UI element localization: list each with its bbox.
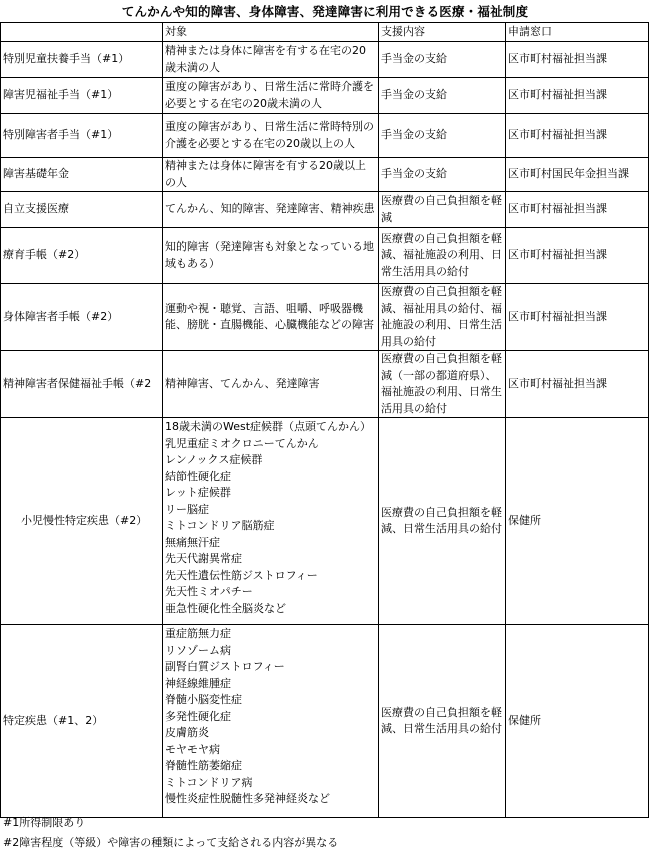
list-item: 慢性炎症性脱髄性多発神経炎など [165, 792, 330, 805]
table-row [1, 158, 649, 192]
row-support: 手当金の支給 [379, 78, 506, 114]
list-item: 多発性硬化症 [165, 709, 231, 723]
row-office: 区市町村国民年金担当課 [506, 158, 649, 192]
row-target: 精神障害、てんかん、発達障害 [163, 351, 379, 418]
list-item: 18歳未満のWest症候群（点頭てんかん） [165, 420, 372, 433]
list-item: 脊髄性筋萎縮症 [165, 759, 242, 772]
list-item: 神経線維腫症 [165, 676, 231, 690]
row-name: 特別障害者手当（#1） [1, 114, 163, 158]
row-name: 小児慢性特定疾患（#2） [1, 418, 163, 625]
row-target: 運動や視・聴覚、言語、咀嚼、呼吸器機能、膀胱・直腸機能、心臓機能などの障害 [163, 284, 379, 351]
footnote-1: #1所得制限あり [3, 816, 86, 829]
row-support: 医療費の自己負担額を軽減（一部の都道府県）、福祉施設の利用、日常生活用具の給付 [379, 351, 506, 418]
table-row [1, 228, 649, 284]
row-support: 医療費の自己負担額を軽減、日常生活用具の給付 [379, 625, 506, 818]
row-office: 区市町村福祉担当課 [506, 78, 649, 114]
row-target: 重度の障害があり、日常生活に常時介護を必要とする在宅の20歳未満の人 [163, 78, 379, 114]
row-name: 特別児童扶養手当（#1） [1, 42, 163, 78]
list-item: リー脳症 [165, 502, 209, 516]
list-item: 乳児重症ミオクロニーてんかん [165, 436, 319, 450]
row-support: 医療費の自己負担額を軽減、日常生活用具の給付 [379, 418, 506, 625]
list-item: 皮膚筋炎 [165, 726, 209, 739]
row-office: 区市町村福祉担当課 [506, 351, 649, 418]
row-target: 知的障害（発達障害も対象となっている地域もある） [163, 228, 379, 284]
row-target: 精神または身体に障害を有する在宅の20歳未満の人 [163, 42, 379, 78]
row-name: 障害基礎年金 [1, 158, 163, 192]
row-support: 医療費の自己負担額を軽減、福祉用具の給付、福祉施設の利用、日常生活用具の給付 [379, 284, 506, 351]
list-item: ミトコンドリア病 [165, 775, 253, 789]
list-item: 先天性遺伝性筋ジストロフィー [165, 568, 318, 582]
table-header-row [1, 23, 649, 42]
row-name: 身体障害者手帳（#2） [1, 284, 163, 351]
list-item: 先天性ミオパチー [165, 585, 253, 598]
header-cell-name [1, 23, 163, 42]
row-target: てんかん、知的障害、発達障害、精神疾患 [163, 192, 379, 228]
list-item: 結節性硬化症 [165, 469, 231, 483]
row-office: 区市町村福祉担当課 [506, 114, 649, 158]
header-cell-target: 対象 [163, 23, 379, 42]
list-item: リソゾーム病 [165, 643, 231, 657]
row-name: 特定疾患（#1、2） [1, 625, 163, 818]
row-name: 自立支援医療 [1, 192, 163, 228]
table-row [1, 42, 649, 78]
table-row [1, 418, 649, 625]
row-office: 区市町村福祉担当課 [506, 192, 649, 228]
row-support: 手当金の支給 [379, 42, 506, 78]
table-row [1, 114, 649, 158]
list-item: 先天代謝異常症 [165, 552, 242, 565]
list-item: 脊髄小脳変性症 [165, 693, 242, 706]
table-row [1, 351, 649, 418]
row-support: 手当金の支給 [379, 158, 506, 192]
list-item: 無痛無汗症 [165, 535, 220, 549]
row-support: 医療費の自己負担額を軽減 [379, 192, 506, 228]
header-cell-support: 支援内容 [379, 23, 506, 42]
list-item: 副腎白質ジストロフィー [165, 660, 285, 673]
table-row [1, 192, 649, 228]
row-support: 医療費の自己負担額を軽減、福祉施設の利用、日常生活用具の給付 [379, 228, 506, 284]
row-target: 重度の障害があり、日常生活に常時特別の介護を必要とする在宅の20歳以上の人 [163, 114, 379, 158]
row-office: 区市町村福祉担当課 [506, 228, 649, 284]
list-item: レット症候群 [165, 486, 231, 499]
row-name: 精神障害者保健福祉手帳（#2 [1, 351, 163, 418]
row-target: 精神または身体に障害を有する20歳以上の人 [163, 158, 379, 192]
row-target-list [163, 418, 379, 625]
list-item: モヤモヤ病 [165, 742, 220, 756]
header-cell-office: 申請窓口 [506, 23, 649, 42]
table-row [1, 284, 649, 351]
row-office: 保健所 [506, 625, 649, 818]
list-item: レンノックス症候群 [165, 453, 263, 466]
welfare-table [0, 22, 649, 818]
row-target-list [163, 625, 379, 818]
list-item: 亜急性硬化性全脳炎など [165, 601, 286, 615]
table-row [1, 78, 649, 114]
row-name: 療育手帳（#2） [1, 228, 163, 284]
row-office: 区市町村福祉担当課 [506, 42, 649, 78]
row-support: 手当金の支給 [379, 114, 506, 158]
table-row [1, 625, 649, 818]
row-office: 区市町村福祉担当課 [506, 284, 649, 351]
list-item: 重症筋無力症 [165, 627, 231, 640]
list-item: ミトコンドリア脳筋症 [165, 519, 275, 532]
document-title: てんかんや知的障害、身体障害、発達障害に利用できる医療・福祉制度 [121, 4, 529, 19]
footnotes [3, 813, 338, 853]
row-office: 保健所 [506, 418, 649, 625]
footnote-2: #2障害程度（等級）や障害の種類によって支給される内容が異なる [3, 836, 339, 849]
row-name: 障害児福祉手当（#1） [1, 78, 163, 114]
